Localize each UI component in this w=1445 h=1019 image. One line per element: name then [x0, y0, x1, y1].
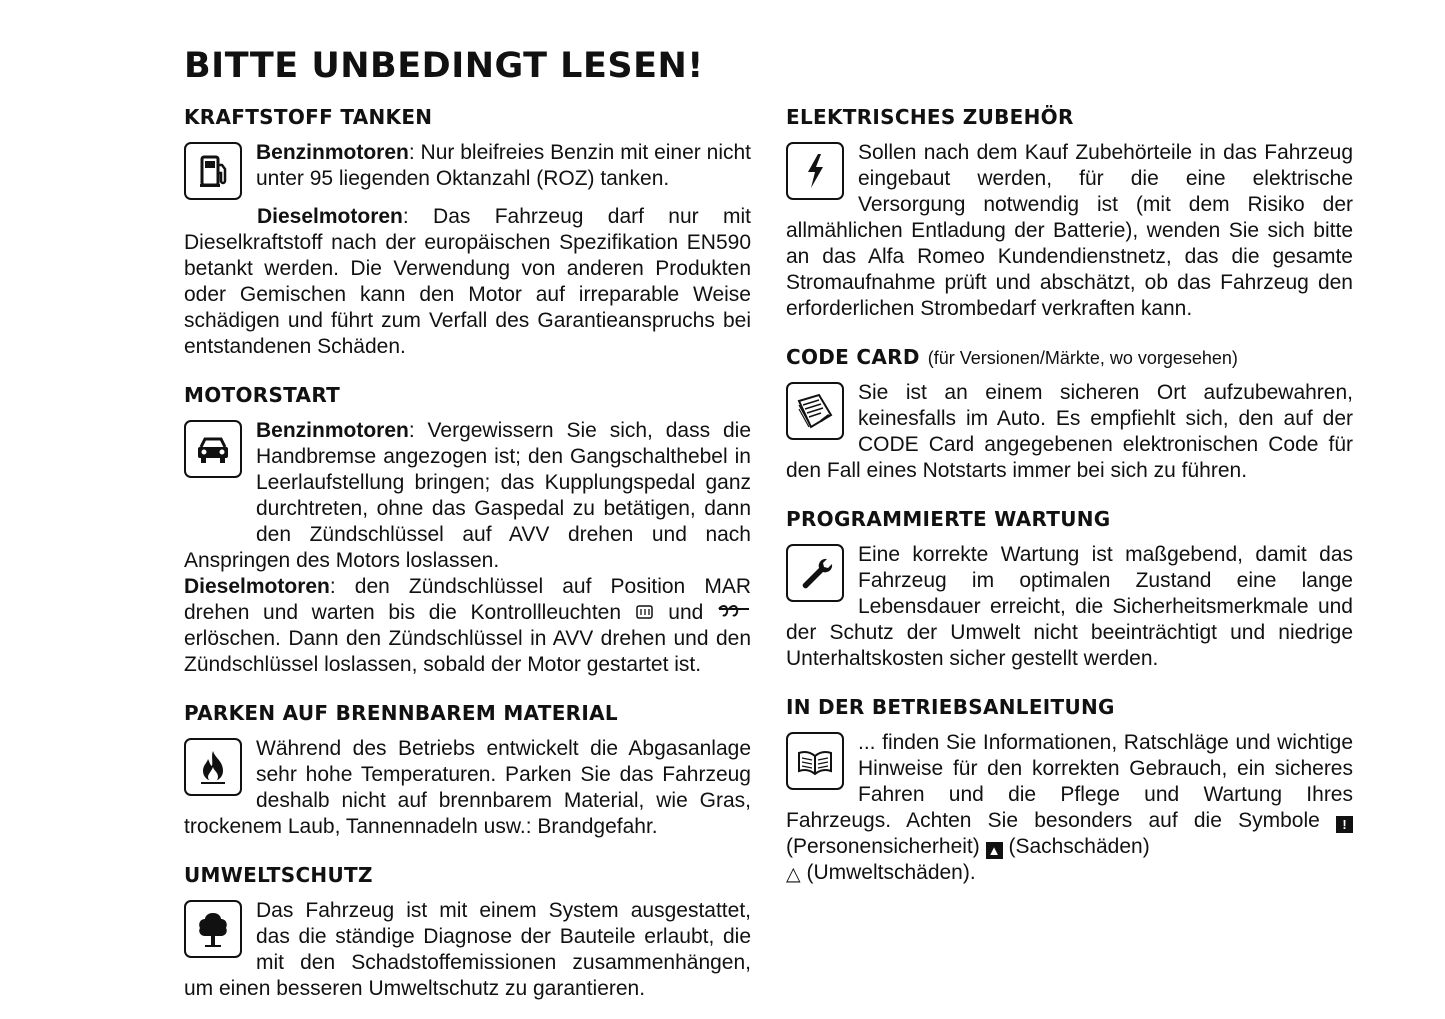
environment-text: Das Fahrzeug ist mit einem System ausgestattet, das die ständige Diagnose der Bauteile erlaubt, die mit den Schadstoffemissionen zusammenhängen, um einen besseren Umweltschutz zu garantieren.	[184, 899, 751, 1000]
tree-icon	[184, 900, 242, 958]
book-icon	[786, 732, 844, 790]
environment-symbol-icon: △	[786, 864, 801, 885]
wrench-icon	[786, 544, 844, 602]
section-motorstart	[184, 382, 751, 678]
section-codecard	[786, 344, 1353, 484]
section-heading: PARKEN AUF BRENNBAREM MATERIAL	[184, 701, 618, 725]
preheat-coil-icon	[717, 603, 751, 621]
section-electric	[786, 104, 1353, 322]
codecard-note: (für Versionen/Märkte, wo vorgesehen)	[927, 348, 1238, 368]
parking-text: Während des Betriebs entwickelt die Abgasanlage sehr hohe Temperaturen. Parken Sie das Fahrzeug deshalb nicht auf brennbarem Material, wie Gras, trockenem Laub, Tannennadeln usw.: Brandgefahr.	[184, 737, 751, 838]
lightning-icon	[786, 142, 844, 200]
section-maintenance	[786, 506, 1353, 672]
fire-icon	[184, 738, 242, 796]
section-heading: MOTORSTART	[184, 383, 341, 407]
car-icon	[184, 420, 242, 478]
fuel-petrol-text: Benzinmotoren: Nur bleifreies Benzin mit einer nicht unter 95 liegenden Oktanzahl (ROZ) tanken.	[256, 141, 751, 190]
maintenance-text: Eine korrekte Wartung ist maßgebend, damit das Fahrzeug im optimalen Zustand eine lange Lebensdauer erreicht, die Sicherheitsmerkmale und der Schutz der Umwelt nicht beeinträchtigt und niedrige Unterhaltskosten sicher gestellt werden.	[786, 543, 1353, 670]
section-heading: IN DER BETRIEBSANLEITUNG	[786, 695, 1115, 719]
codecard-text: Sie ist an einem sicheren Ort aufzubewahren, keinesfalls im Auto. Es empfiehlt sich, den auf der CODE Card angegebenen elektronischen Code für den Fall eines Notstarts immer bei sich zu führen.	[786, 381, 1353, 482]
left-column	[184, 104, 751, 1002]
start-diesel-text: Dieselmotoren: den Zündschlüssel auf Position MAR drehen und warten bis die Kontrollleuchten und erlöschen. Dann den Zündschlüssel in AVV drehen und den Zündschlüssel loslassen, sobald der Motor gestartet ist.	[184, 575, 751, 676]
section-heading: UMWELTSCHUTZ	[184, 863, 373, 887]
glow-plug-warning-icon	[635, 603, 655, 621]
section-heading: CODE CARD (für Versionen/Märkte, wo vorgesehen)	[786, 345, 1238, 369]
section-environment	[184, 862, 751, 1002]
fuel-pump-icon	[184, 142, 242, 200]
property-damage-symbol-icon: ▲	[986, 842, 1003, 859]
section-heading: ELEKTRISCHES ZUBEHÖR	[786, 105, 1074, 129]
section-fuel	[184, 104, 751, 360]
manual-text: ... finden Sie Informationen, Ratschläge und wichtige Hinweise für den korrekten Gebrauch, ein sicheres Fahren und die Pflege und Wartung Ihres Fahrzeugs. Achten Sie besonders auf die Symbole ! (Personensicherheit) ▲ (Sachschäden) △ (Umweltschäden).	[786, 730, 1353, 888]
fuel-diesel-text: Dieselmotoren: Das Fahrzeug darf nur mit Dieselkraftstoff nach der europäischen Spezifikation EN590 betankt werden. Die Verwendung von anderen Produkten oder Gemischen kann den Motor auf irreparable Weise schädigen und führt zum Verfall des Garantieanspruchs bei entstandenen Schäden.	[184, 205, 751, 358]
section-manual	[786, 694, 1353, 888]
right-column	[786, 104, 1353, 888]
page-title: BITTE UNBEDINGT LESEN!	[184, 46, 704, 86]
person-safety-symbol-icon: !	[1336, 816, 1353, 833]
electric-text: Sollen nach dem Kauf Zubehörteile in das Fahrzeug eingebaut werden, für die eine elektrische Versorgung notwendig ist (mit dem Risiko der allmählichen Entladung der Batterie), wenden Sie sich bitte an das Alfa Romeo Kundendienstnetz, das die gesamte Stromaufnahme prüft und abschätzt, ob das Fahrzeug den erforderlichen Strombedarf verkraften kann.	[786, 141, 1353, 320]
section-heading: KRAFTSTOFF TANKEN	[184, 105, 433, 129]
start-petrol-text: Benzinmotoren: Vergewissern Sie sich, dass die Handbremse angezogen ist; den Gangschalthebel in Leerlaufstellung bringen; das Kupplungspedal ganz durchtreten, ohne das Gaspedal zu betätigen, dann den Zündschlüssel auf AVV drehen und nach Anspringen des Motors loslassen.	[184, 419, 751, 572]
section-heading: PROGRAMMIERTE WARTUNG	[786, 507, 1111, 531]
section-parking	[184, 700, 751, 840]
card-icon	[786, 382, 844, 440]
